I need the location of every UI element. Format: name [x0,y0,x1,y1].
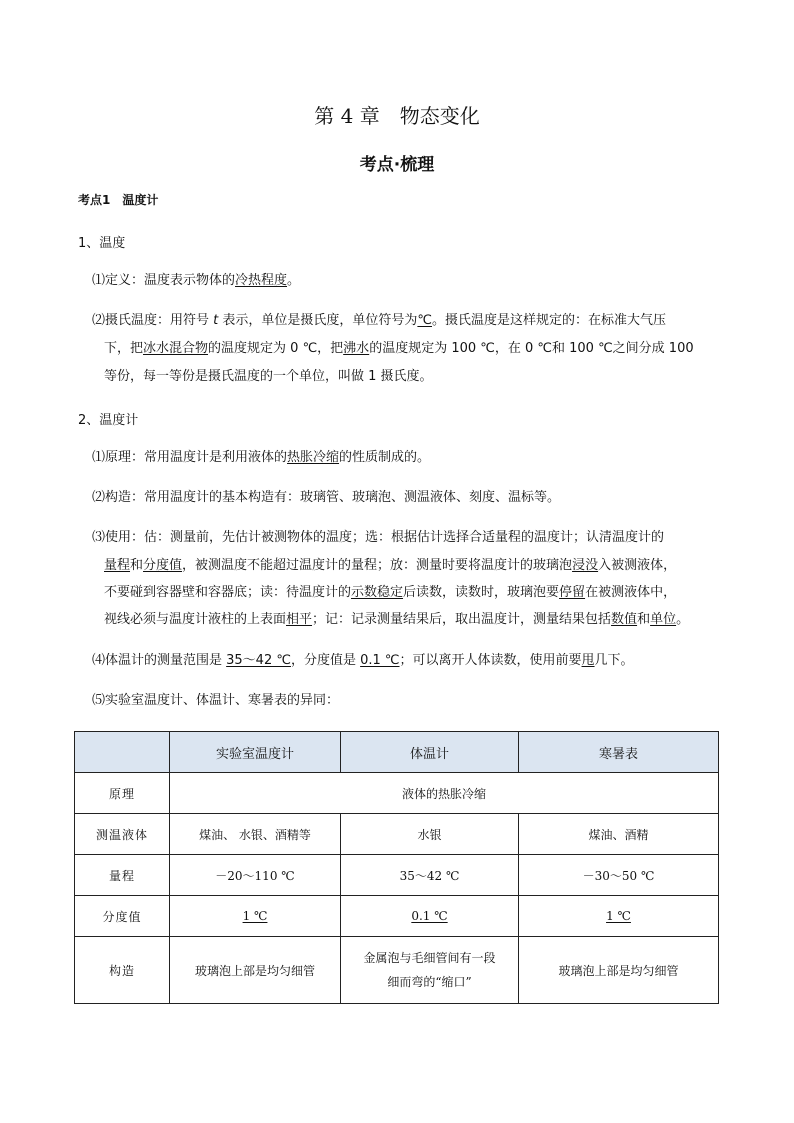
chapter-title: 第 4 章 物态变化 [314,104,480,128]
underlined-answer: 数值 [611,612,638,627]
cell-weather: 玻璃泡上部是均匀细管 [519,937,719,1004]
text: 和 [637,612,651,627]
cell-clinical [341,937,519,1004]
section-subtitle: 考点·梳理 [359,155,435,175]
cell-clinical [341,896,519,937]
text: 下，把 [104,341,144,356]
usage-line-1: ⑶使用：估：测量前，先估计被测物体的温度；选：根据估计选择合适量程的温度计；认清温度计的 [92,530,665,545]
text: 。摄氏温度是这样规定的：在标准大气压 [432,313,667,328]
cell-clinical: 水银 [341,814,519,855]
table-row-principle [75,773,719,814]
underlined-answer: 冰水混合物 [143,341,209,356]
row-label: 原理 [75,773,170,814]
underlined-answer: 甩 [581,653,595,668]
underlined-answer: 冷热程度 [235,273,288,288]
usage-line-2 [104,557,676,574]
heading-temperature: 1、温度 [78,236,126,251]
text: 。 [676,612,690,627]
text: ，被测温度不能超过温度计的量程；放：测量时要将温度计的玻璃泡 [182,558,573,573]
underlined-answer: 停留 [559,585,586,600]
cell-weather [519,896,719,937]
text: 的性质制成的。 [339,450,431,465]
underlined-answer: 1 ℃ [242,909,268,923]
cell-weather: －30～50 ℃ [519,855,719,896]
cell-lab: 煤油、 水银、酒精等 [170,814,341,855]
text: ⑴原理：常用温度计是利用液体的 [92,450,288,465]
underlined-answer: 相平 [286,612,313,627]
text: 几下。 [594,653,634,668]
underlined-answer: 浸没 [572,558,599,573]
table-row-construction [75,937,719,1004]
underlined-answer: 沸水 [343,341,370,356]
text: ；可以离开人体读数，使用前要 [399,653,582,668]
header-cell-lab: 实验室温度计 [170,732,341,773]
usage-line-3 [104,584,676,601]
text: 和 [130,558,144,573]
text: ；记：记录测量结果后，取出温度计，测量结果包括 [312,612,612,627]
celsius-line-2 [104,340,694,357]
celsius-line-1 [92,312,666,329]
row-label: 构造 [75,937,170,1004]
header-cell-clinical: 体温计 [341,732,519,773]
row-label: 量程 [75,855,170,896]
table-row-liquid [75,814,719,855]
underlined-answer: 0.1 ℃ [411,909,448,923]
cell-clinical: 35～42 ℃ [341,855,519,896]
text: ⑷体温计的测量范围是 [92,653,227,668]
text: 在被测液体中， [585,585,677,600]
header-cell-weather: 寒暑表 [519,732,719,773]
text: 的温度规定为 100 ℃，在 0 ℃和 100 ℃之间分成 100 [369,341,694,356]
text: 视线必须与温度计液柱的上表面 [104,612,287,627]
underlined-answer: 示数稳定 [351,585,404,600]
cell-lab: －20～110 ℃ [170,855,341,896]
underlined-answer: 热胀冷缩 [287,450,340,465]
text: ⑵摄氏温度：用符号 [92,313,214,328]
principle-cell: 液体的热胀冷缩 [170,773,719,814]
underlined-answer: 0.1 ℃ [360,653,400,668]
underlined-answer: 35～42 ℃ [226,653,291,668]
text: 不要碰到容器壁和容器底；读：待温度计的 [104,585,352,600]
text: 后读数，读数时，玻璃泡要 [403,585,560,600]
cell-lab [170,896,341,937]
cell-lab: 玻璃泡上部是均匀细管 [170,937,341,1004]
text: 入被测液体， [598,558,677,573]
row-label: 分度值 [75,896,170,937]
clinical-paragraph [92,652,634,669]
text: 表示，单位是摄氏度，单位符号为 [218,313,418,328]
text: ，分度值是 [290,653,361,668]
table-row-range [75,855,719,896]
cell-line: 金属泡与毛细管间有一段 [363,951,496,965]
symbol-t: t [213,313,219,328]
text: 的温度规定为 0 ℃，把 [208,341,344,356]
principle-paragraph [92,449,430,466]
underlined-answer: 1 ℃ [606,909,631,923]
underlined-answer: 量程 [104,558,131,573]
definition-paragraph [92,272,300,289]
underlined-answer: 分度值 [143,558,183,573]
cell-line: 细而弯的“缩口” [387,975,472,989]
celsius-line-3: 等份，每一等份是摄氏温度的一个单位，叫做 1 摄氏度。 [104,369,433,384]
header-cell-empty [75,732,170,773]
thermometer-comparison-table [74,731,719,1004]
table-row-division [75,896,719,937]
table-header-row [75,732,719,773]
cell-weather: 煤油、酒精 [519,814,719,855]
compare-intro: ⑸实验室温度计、体温计、寒暑表的异同： [92,693,340,708]
text: ⑴定义：温度表示物体的 [92,273,236,288]
usage-line-4 [104,611,689,628]
row-label: 测温液体 [75,814,170,855]
point-heading: 考点1 温度计 [78,193,159,207]
text: 。 [287,273,301,288]
underlined-answer: 单位 [650,612,677,627]
structure-paragraph: ⑵构造：常用温度计的基本构造有：玻璃管、玻璃泡、测温液体、刻度、温标等。 [92,490,561,505]
underlined-answer: ℃ [417,313,432,328]
heading-thermometer: 2、温度计 [78,413,139,428]
